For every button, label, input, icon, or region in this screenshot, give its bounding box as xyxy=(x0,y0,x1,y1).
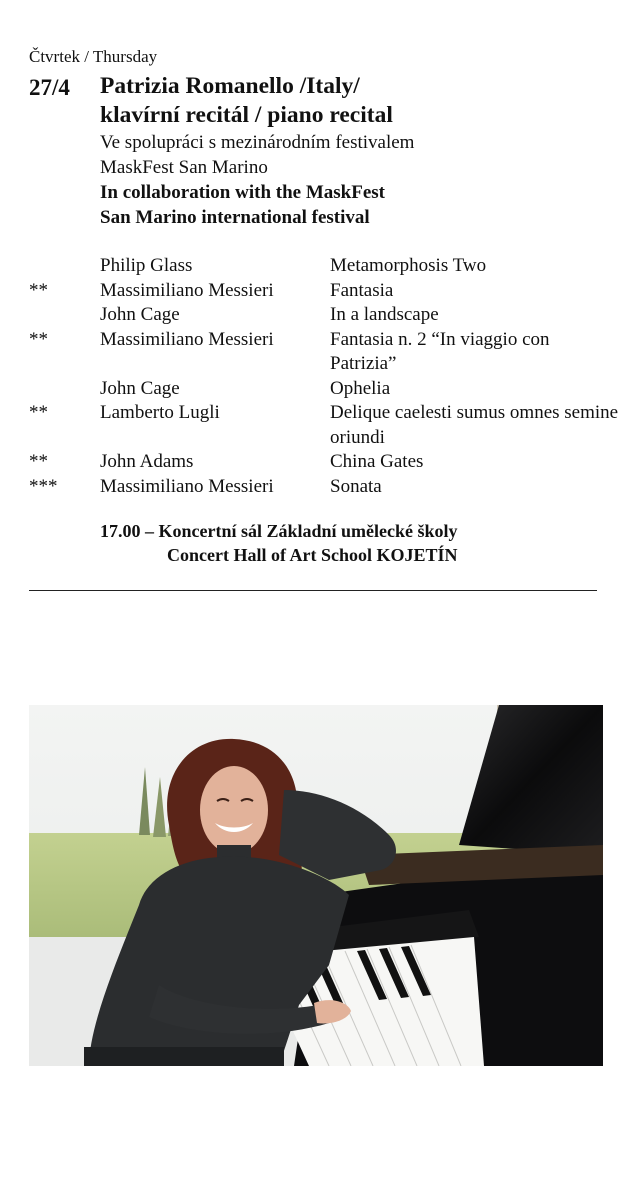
collaboration-en-line2: San Marino international festival xyxy=(100,207,370,228)
premiere-mark: *** xyxy=(29,475,58,497)
composer: John Adams xyxy=(100,451,194,472)
program-row xyxy=(0,328,629,377)
piece-title: China Gates xyxy=(330,451,424,472)
composer: Massimiliano Messieri xyxy=(100,279,274,301)
venue-info xyxy=(100,519,458,567)
program-row xyxy=(0,401,629,450)
collaboration-cz-line1: Ve spolupráci s mezinárodním festivalem xyxy=(100,132,415,153)
piece-title: Fantasia n. 2 “In viaggio con Patrizia” xyxy=(330,328,550,374)
day-label: Čtvrtek / Thursday xyxy=(29,47,158,66)
program-row xyxy=(0,475,629,500)
composer: Massimiliano Messieri xyxy=(100,328,274,350)
piece-title: Delique caelesti sumus omnes semine oriundi xyxy=(330,402,619,448)
piece-title: Sonata xyxy=(330,475,382,497)
venue-time-cz: 17.00 – Koncertní sál Základní umělecké školy xyxy=(100,521,458,541)
program-row xyxy=(0,279,629,304)
performer-photo xyxy=(29,705,603,1066)
program-row xyxy=(0,303,629,328)
event-header xyxy=(100,72,620,230)
program-row xyxy=(0,450,629,475)
composer: John Cage xyxy=(100,377,180,399)
premiere-mark: ** xyxy=(29,402,48,423)
section-divider xyxy=(29,590,597,591)
composer: John Cage xyxy=(100,304,180,325)
venue-en: Concert Hall of Art School KOJETÍN xyxy=(167,545,458,565)
performer-title: Patrizia Romanello /Italy/ xyxy=(100,73,360,99)
program-list xyxy=(0,254,629,499)
event-date: 27/4 xyxy=(29,75,70,100)
recital-title: klavírní recitál / piano recital xyxy=(100,102,393,128)
composer: Lamberto Lugli xyxy=(100,402,220,423)
program-row xyxy=(0,377,629,402)
piece-title: Fantasia xyxy=(330,279,394,301)
composer: Massimiliano Messieri xyxy=(100,475,274,497)
piece-title: In a landscape xyxy=(330,304,439,325)
premiere-mark: ** xyxy=(29,279,48,301)
composer: Philip Glass xyxy=(100,255,193,276)
collaboration-cz-line2: MaskFest San Marino xyxy=(100,157,268,178)
piece-title: Metamorphosis Two xyxy=(330,255,487,276)
premiere-mark: ** xyxy=(29,451,48,472)
piece-title: Ophelia xyxy=(330,377,391,399)
program-row xyxy=(0,254,629,279)
premiere-mark: ** xyxy=(29,328,48,350)
collaboration-en-line1: In collaboration with the MaskFest xyxy=(100,182,385,203)
